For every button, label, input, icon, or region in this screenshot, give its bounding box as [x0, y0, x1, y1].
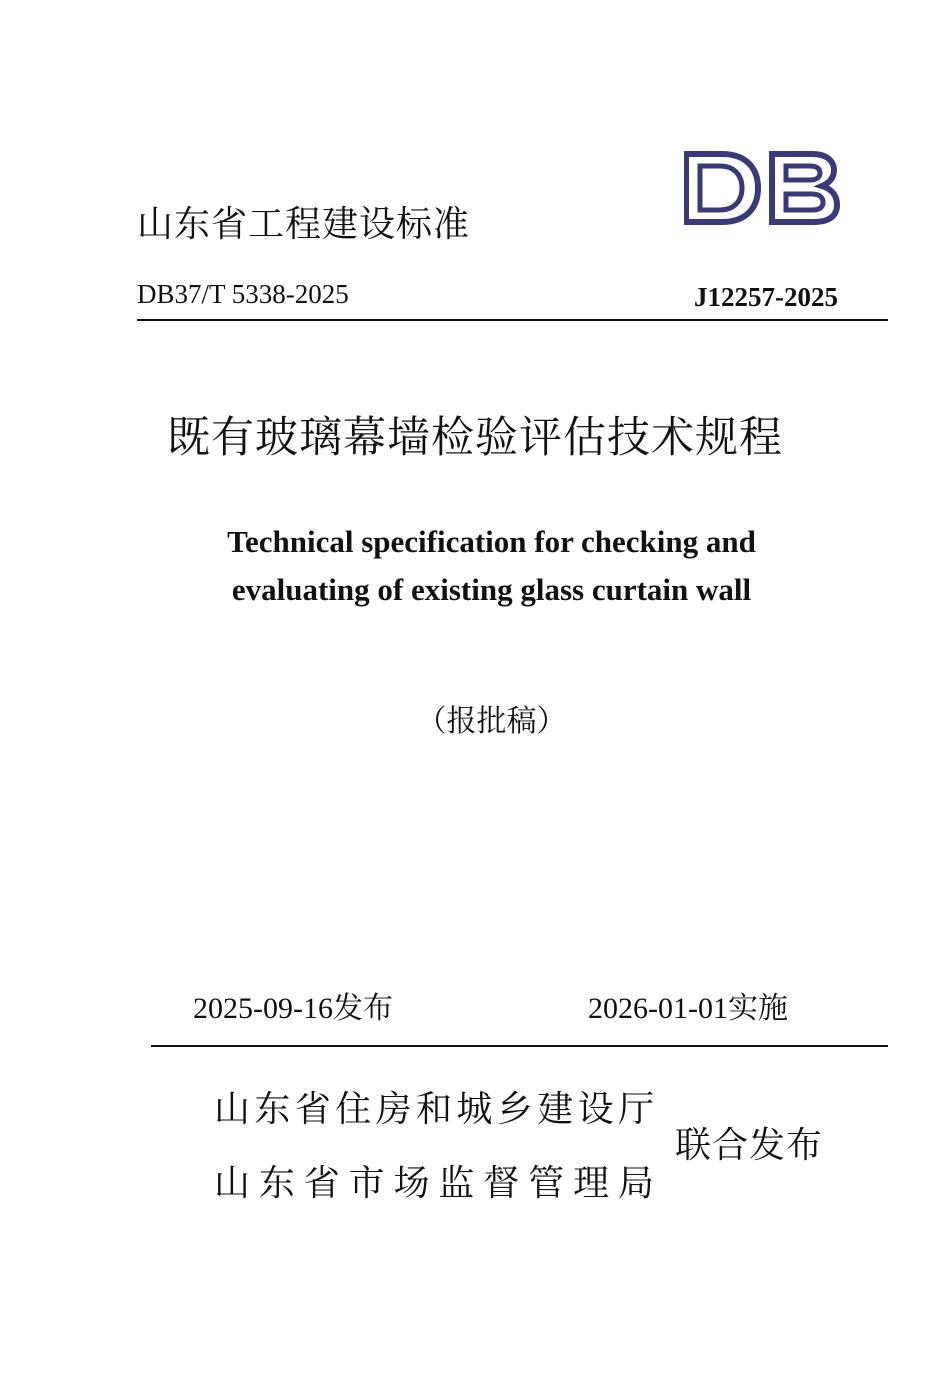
- record-number: J12257-2025: [694, 282, 838, 312]
- issuer-housing-department: 山东省住房和城乡建设厅: [214, 1089, 654, 1130]
- effective-date: 2026-01-01实施: [588, 992, 788, 1025]
- joint-issue-label: 联合发布: [675, 1125, 824, 1166]
- title-english-line-2: evaluating of existing glass curtain wall: [231, 572, 752, 607]
- db-logo: [684, 150, 840, 226]
- standard-series-label: 山东省工程建设标准: [137, 204, 471, 245]
- db-logo-mark: [686, 154, 837, 222]
- draft-status-label: （报批稿）: [416, 704, 567, 739]
- standard-number: DB37/T 5338-2025: [137, 279, 349, 309]
- title-chinese: 既有玻璃幕墙检验评估技术规程: [167, 413, 783, 463]
- top-divider: [137, 319, 888, 321]
- title-english-line-1: Technical specification for checking and: [227, 524, 756, 559]
- publish-date: 2025-09-16发布: [193, 992, 393, 1025]
- issuer-market-regulation-bureau: 山东省市场监督管理局: [214, 1163, 654, 1204]
- bottom-divider: [151, 1045, 888, 1047]
